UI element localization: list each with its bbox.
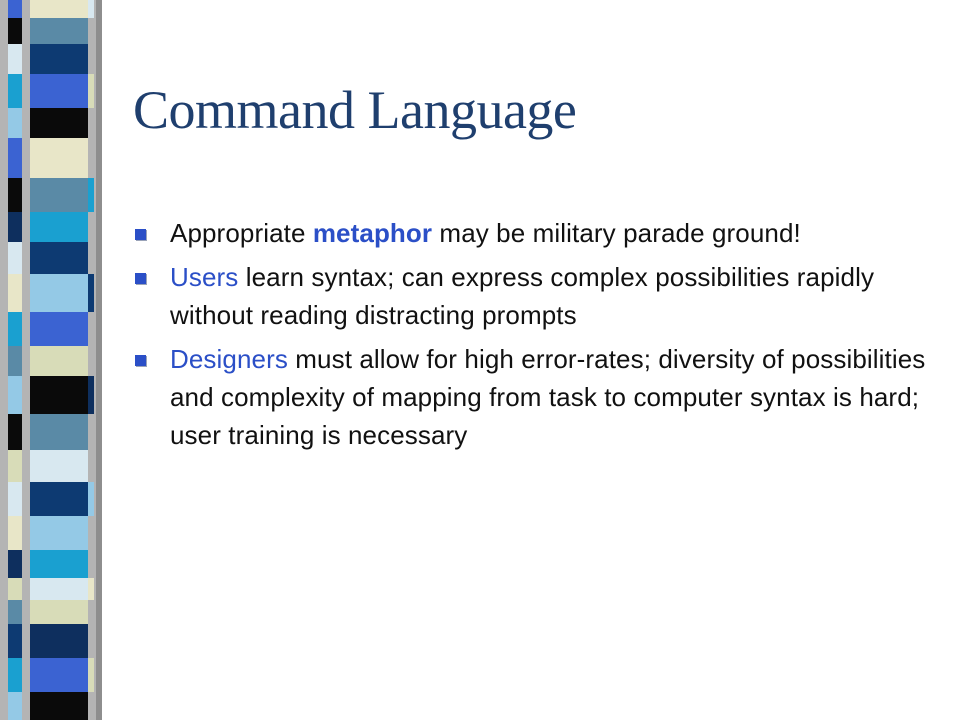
stripe-band-right xyxy=(88,578,94,600)
stripe-band-left xyxy=(8,624,22,658)
stripe-band-left xyxy=(8,18,22,44)
stripe-band-left xyxy=(8,138,22,178)
square-bullet-icon xyxy=(135,229,147,241)
stripe-band-left xyxy=(8,578,22,600)
stripe-band xyxy=(30,108,88,138)
stripe-band-left xyxy=(8,312,22,346)
stripe-band xyxy=(30,18,88,44)
stripe-band xyxy=(30,376,88,414)
stripe-band-left xyxy=(8,658,22,692)
stripe-band-left xyxy=(8,74,22,108)
bullet-item-users xyxy=(170,258,930,334)
stripe-band-right xyxy=(88,482,94,516)
stripe-band xyxy=(30,550,88,578)
stripe-band-right xyxy=(88,74,94,108)
stripe-band-left xyxy=(8,376,22,414)
bullet-item-designers xyxy=(170,340,930,454)
stripe-band-left xyxy=(8,450,22,482)
slide-title: Command Language xyxy=(133,80,577,140)
stripe-band-left xyxy=(8,550,22,578)
stripe-band xyxy=(30,692,88,720)
stripe-band xyxy=(30,450,88,482)
stripe-band xyxy=(30,0,88,18)
stripe-band xyxy=(30,138,88,178)
square-bullet-icon xyxy=(135,273,147,285)
stripe-band-left xyxy=(8,212,22,242)
stripe-band xyxy=(30,624,88,658)
bullet-list xyxy=(170,214,930,460)
stripe-band-left xyxy=(8,108,22,138)
stripe-band xyxy=(30,346,88,376)
stripe-band-left xyxy=(8,178,22,212)
stripe-band-right xyxy=(88,0,94,18)
decorative-stripe-bar xyxy=(0,0,110,720)
stripe-band-left xyxy=(8,414,22,450)
bullet-text-after: may be military parade ground! xyxy=(432,218,801,248)
stripe-graphic xyxy=(0,0,110,720)
stripe-band xyxy=(30,578,88,600)
stripe-band-left xyxy=(8,0,22,18)
stripe-band-right xyxy=(88,178,94,212)
stripe-band xyxy=(30,178,88,212)
stripe-band-left xyxy=(8,346,22,376)
bullet-text-after: learn syntax; can express complex possibilities rapidly without reading distracting prompts xyxy=(170,262,875,330)
stripe-band xyxy=(30,312,88,346)
stripe-band xyxy=(30,482,88,516)
stripe-band-left xyxy=(8,692,22,720)
keyword-designers: Designers xyxy=(170,344,288,374)
stripe-band-right xyxy=(88,274,94,312)
square-bullet-icon xyxy=(135,355,147,367)
bullet-text-before: Appropriate xyxy=(170,218,313,248)
bullet-text-after: must allow for high error-rates; diversity of possibilities and complexity of mapping from task to computer syntax is hard; user training is necessary xyxy=(170,344,926,450)
stripe-band-left xyxy=(8,44,22,74)
stripe-band-left xyxy=(8,242,22,274)
stripe-band xyxy=(30,600,88,624)
stripe-band xyxy=(30,242,88,274)
stripe-band-right xyxy=(88,376,94,414)
stripe-band-left xyxy=(8,600,22,624)
stripe-band-left xyxy=(8,516,22,550)
stripe-band-left xyxy=(8,482,22,516)
stripe-band xyxy=(30,658,88,692)
stripe-band-right xyxy=(88,658,94,692)
stripe-band xyxy=(30,516,88,550)
stripe-band-left xyxy=(8,274,22,312)
stripe-band xyxy=(30,74,88,108)
keyword-users: Users xyxy=(170,262,239,292)
stripe-band xyxy=(30,44,88,74)
stripe-band xyxy=(30,212,88,242)
keyword-metaphor: metaphor xyxy=(312,218,433,248)
stripe-band xyxy=(30,274,88,312)
stripe-band xyxy=(30,414,88,450)
bullet-item-metaphor xyxy=(170,214,930,252)
